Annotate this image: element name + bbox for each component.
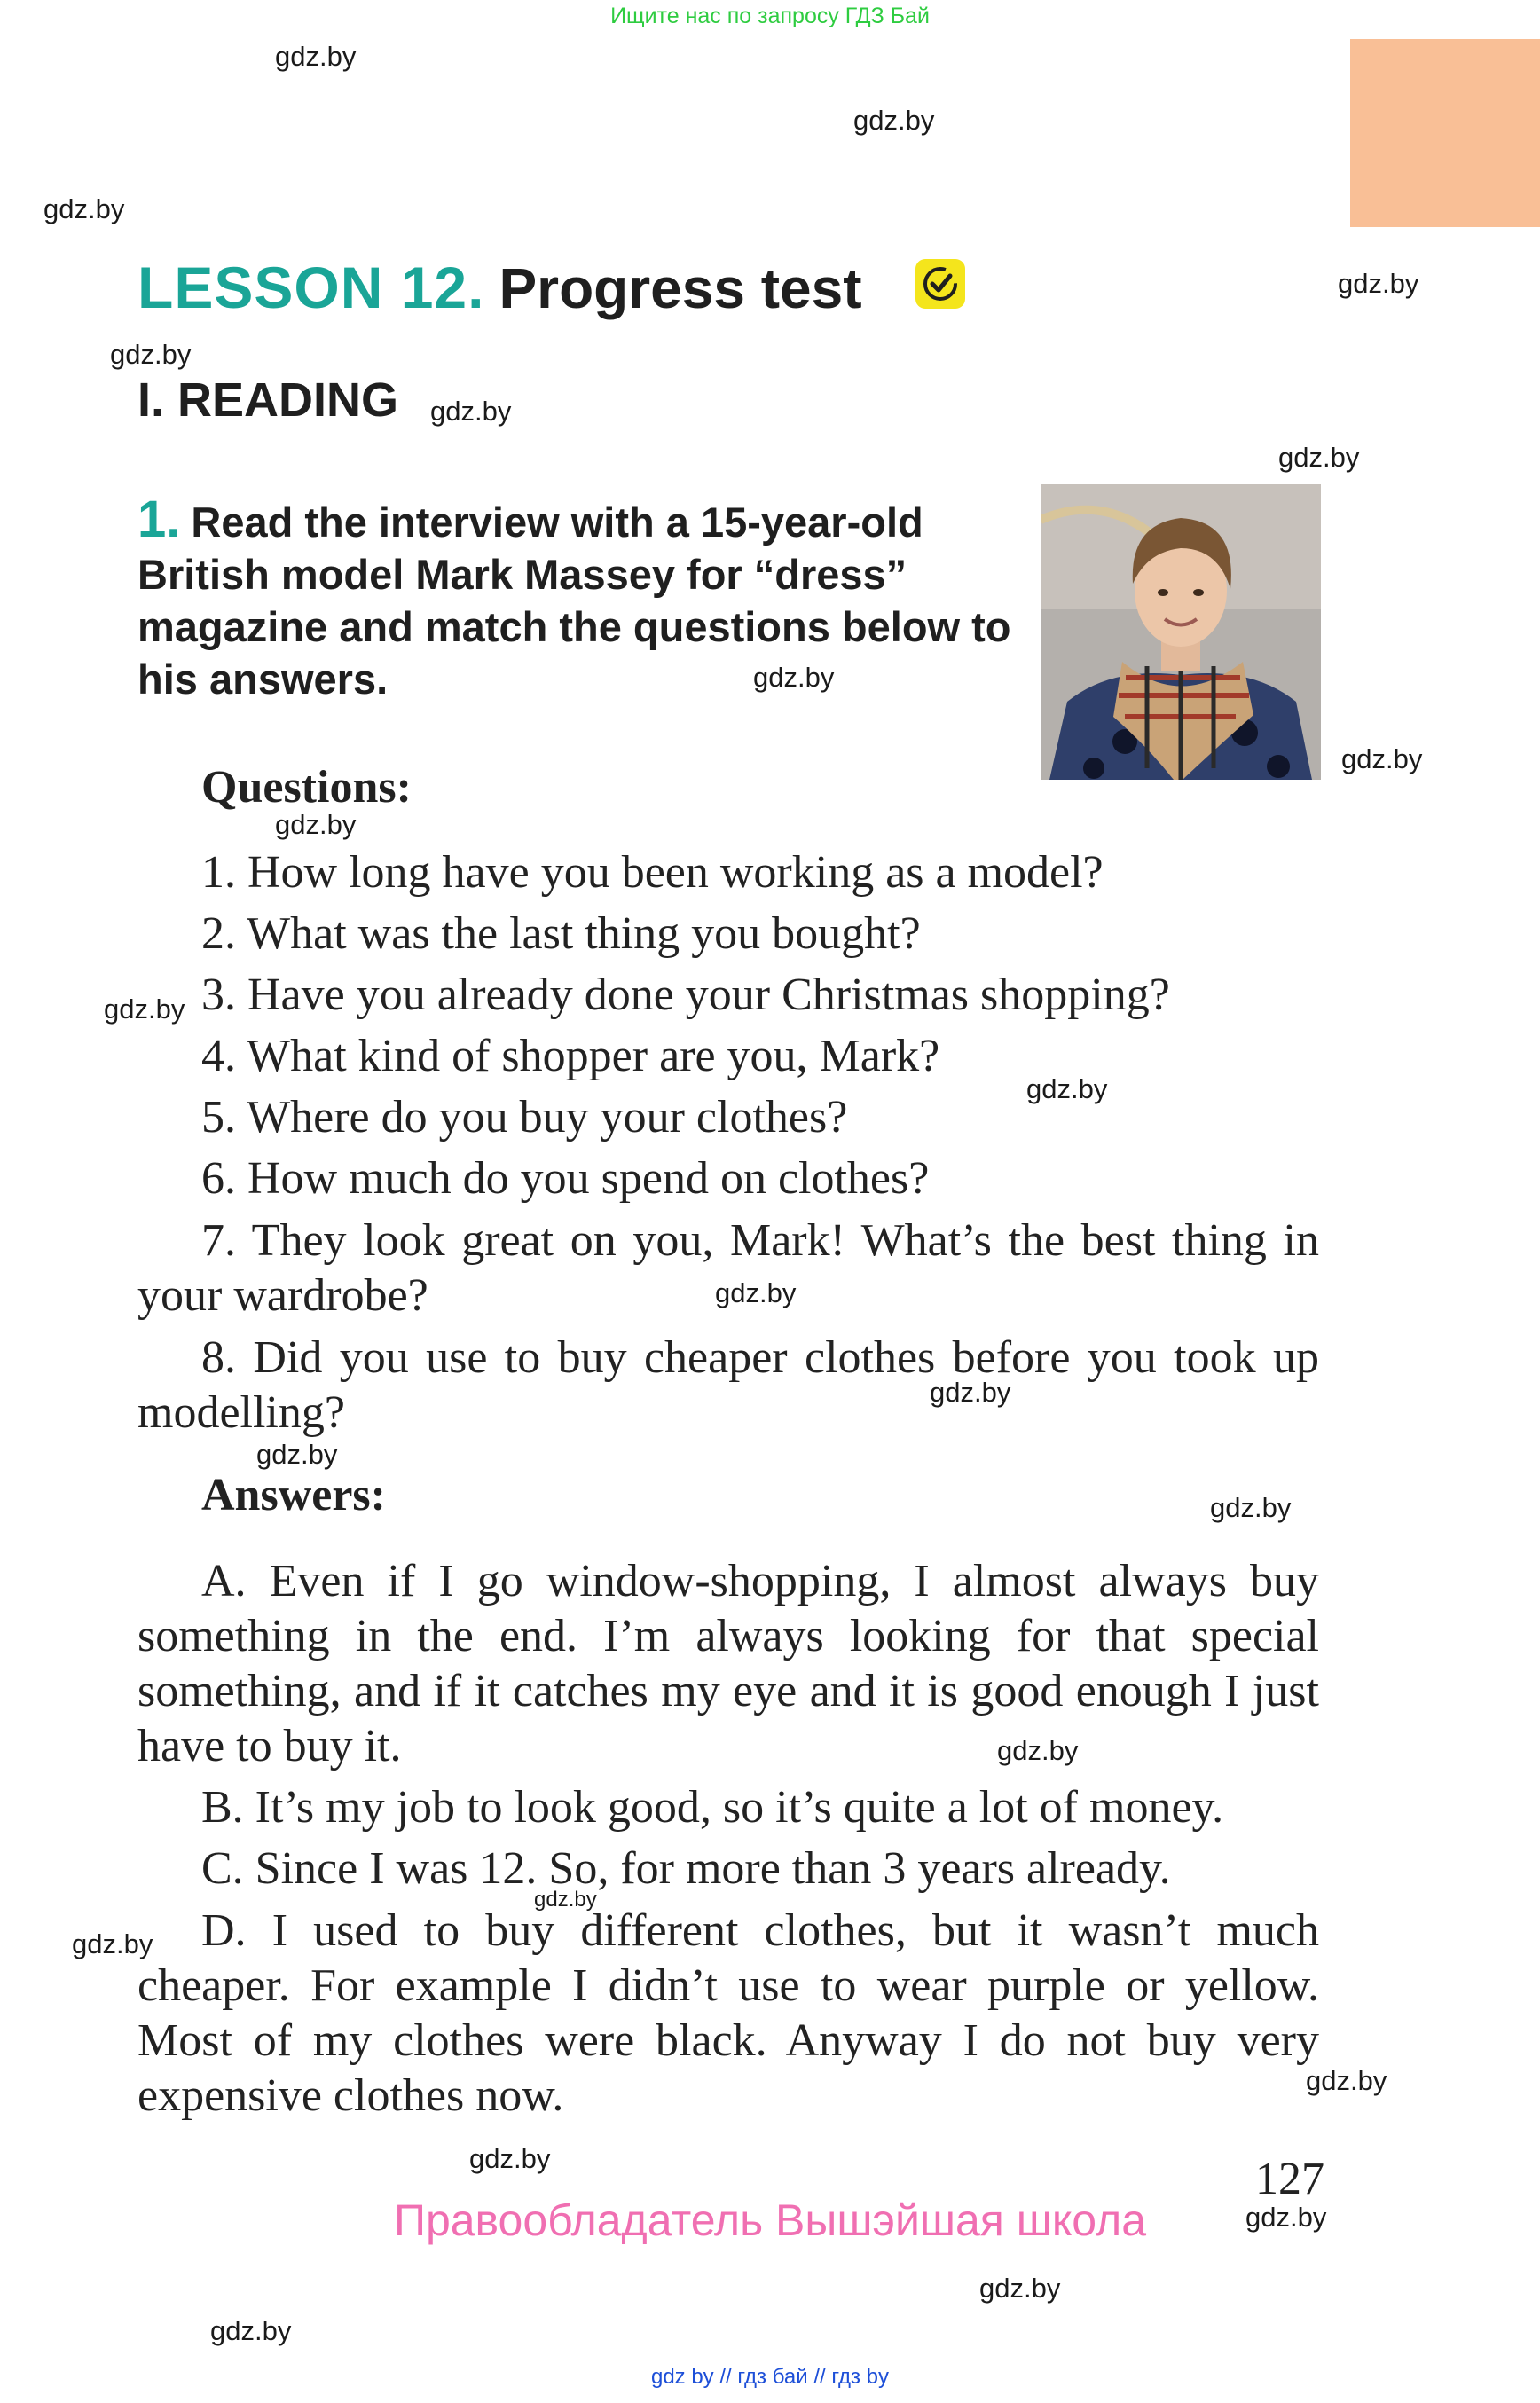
model-photo [1041,484,1321,780]
watermark: gdz.by [715,1277,797,1308]
answer-item: C. Since I was 12. So, for more than 3 years already. [201,1843,1171,1894]
watermark: gdz.by [430,396,512,427]
watermark: gdz.by [469,2143,551,2174]
watermark: gdz.by [753,662,835,693]
question-item: 1. How long have you been working as a model? [201,847,1104,898]
watermark: gdz.by [1338,268,1419,299]
answer-item: A. Even if I go window-shopping, I almost always buy something in the end. I’m always looking for that special something, and if it catches my eye and it is good enough I just have to buy it. [138,1556,1319,1771]
watermark: gdz.by [1306,2065,1387,2096]
watermark: gdz.by [930,1377,1011,1408]
watermark: gdz.by [1341,743,1423,774]
watermark: gdz.by [853,105,935,136]
top-search-note: Ищите нас по запросу ГДЗ Бай [610,4,930,28]
lesson-number: LESSON 12. [138,255,485,320]
answer-item: B. It’s my job to look good, so it’s quite a lot of money. [201,1782,1224,1833]
watermark: gdz.by [1026,1073,1108,1104]
checkmark-badge-icon [914,257,967,310]
task-instruction [138,493,1011,705]
watermark: gdz.by [210,2315,292,2346]
watermark: gdz.by [43,193,125,224]
watermark: gdz.by [256,1439,338,1470]
footer-links[interactable]: gdz by // гдз бай // гдз by [650,2365,890,2389]
watermark: gdz.by [997,1735,1079,1766]
question-item: 6. How much do you spend on clothes? [201,1153,930,1204]
watermark: gdz.by [534,1888,597,1912]
lesson-name: Progress test [499,256,862,320]
question-item: 8. Did you use to buy cheaper clothes before you took up modelling? [138,1332,1319,1438]
page-corner-tab [1350,39,1540,227]
question-item: 5. Where do you buy your clothes? [201,1092,848,1143]
question-item: 7. They look great on you, Mark! What’s the best thing in your wardrobe? [138,1215,1319,1321]
question-item: 4. What kind of shopper are you, Mark? [201,1031,940,1081]
watermark: gdz.by [979,2273,1061,2304]
watermark: gdz.by [1278,442,1360,473]
watermark: gdz.by [110,339,192,370]
answers-heading: Answers: [201,1470,386,1520]
watermark: gdz.by [104,993,185,1025]
watermark: gdz.by [1210,1492,1292,1523]
rights-holder-note: Правообладатель Вышэйшая школа [394,2195,1146,2245]
question-item: 3. Have you already done your Christmas shopping? [201,970,1170,1020]
watermark: gdz.by [1245,2202,1327,2233]
section-heading: I. READING [138,373,399,427]
questions-heading: Questions: [201,762,412,813]
task-number: 1. [138,491,181,548]
answer-item: D. I used to buy different clothes, but it wasn’t much cheaper. For example I didn’t use to wear purple or yellow. Most of my clothes were black. Anyway I do not buy very expensive clothes now. [138,1905,1319,2121]
watermark: gdz.by [275,41,357,72]
question-item: 2. What was the last thing you bought? [201,908,921,959]
lesson-title [138,254,862,321]
page-number: 127 [1255,2154,1324,2204]
watermark: gdz.by [275,809,357,840]
watermark: gdz.by [72,1928,153,1959]
task-text: Read the interview with a 15-year-old British model Mark Massey for “dress” magazine and match the questions below to his answers. [138,499,1011,703]
